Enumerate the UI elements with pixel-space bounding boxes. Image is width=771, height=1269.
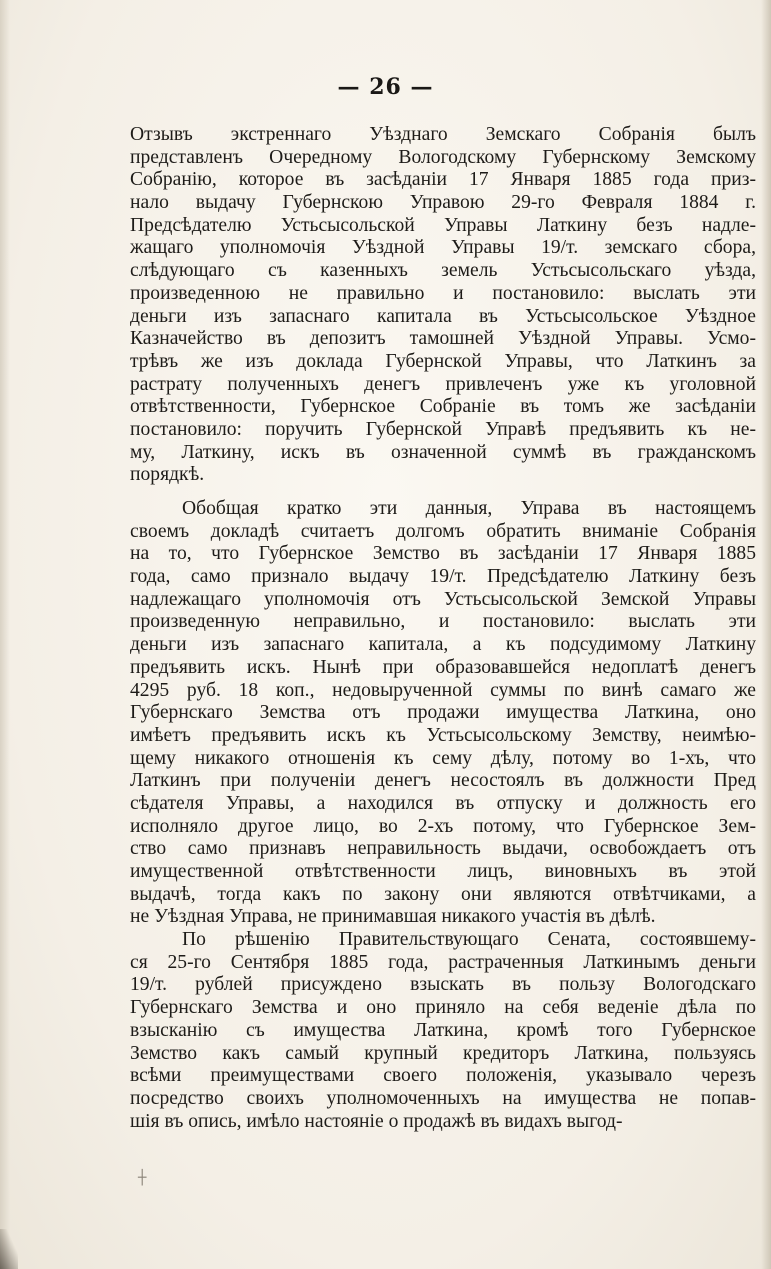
text-line: отвѣтственности, Губернское Собраніе въ томъ же засѣданіи <box>130 396 756 418</box>
text-line: произведенною не правильно и постановило: выслать эти <box>130 282 756 304</box>
text-line: шія въ опись, имѣло настояніе о продажѣ въ видахъ выгод- <box>130 1110 623 1132</box>
text-line: По рѣшенію Правительствующаго Сената, состоявшему- <box>182 929 756 951</box>
text-line: имущественной отвѣтственности лицъ, виновныхъ въ этой <box>130 861 756 882</box>
text-line: деньги изъ запаснаго капитала, а къ подсудимому Латкину <box>130 634 756 656</box>
text-line: имѣетъ предъявить искъ къ Устьсысольскому Земству, неимѣю- <box>130 724 756 746</box>
text-line: года, само признало выдачу 19/т. Предсѣдателю Латкину безъ <box>130 566 756 588</box>
paragraph <box>130 124 756 487</box>
page-left-edge <box>0 0 10 1269</box>
text-line: на то, что Губернское Земство въ засѣданіи 17 Января 1885 <box>130 543 756 565</box>
text-line: слѣдующаго съ казенныхъ земель Устьсысольскаго уѣзда, <box>130 260 756 282</box>
text-line: сѣдателя Управы, а находился въ отпуску и должность его <box>130 792 756 814</box>
text-line: всѣми преимуществами своего положенія, указывало черезъ <box>130 1065 756 1087</box>
text-line: жащаго уполномочія Уѣздной Управы 19/т. земскаго сбора, <box>130 237 756 259</box>
text-line: Губернскаго Земства и оно приняло на себя веденіе дѣла по <box>130 997 756 1019</box>
text-line: ся 25-го Сентября 1885 года, растраченныя Латкинымъ деньги <box>130 951 756 973</box>
text-line: представленъ Очередному Вологодскому Губернскому Земскому <box>130 146 756 168</box>
body-text <box>130 124 756 1133</box>
text-line: взысканію съ имущества Латкина, кромѣ того Губернское <box>130 1019 756 1041</box>
paragraph-gap <box>130 487 756 498</box>
text-line: Отзывъ экстреннаго Уѣзднаго Земскаго Собранія былъ <box>130 124 756 145</box>
text-line: Губернскаго Земства отъ продажи имущества Латкина, оно <box>130 702 756 724</box>
text-line: Собранію, которое въ засѣданіи 17 Января 1885 года приз- <box>130 169 756 191</box>
text-line: своемъ докладѣ считаетъ долгомъ обратить вниманіе Собранія <box>130 520 756 542</box>
text-line: исполняло другое лицо, во 2-хъ потому, что Губернское Зем- <box>130 815 756 837</box>
text-line: произведенную неправильно, и постановило: выслать эти <box>130 611 756 633</box>
text-line: му, Латкину, искъ въ означенной суммѣ въ гражданскомъ <box>130 441 756 463</box>
text-line: ство само признавъ неправильность выдачи, освобождаетъ отъ <box>130 838 756 860</box>
text-line: 19/т. рублей присуждено взыскать въ пользу Вологодскаго <box>130 974 756 996</box>
margin-mark: ┼ <box>138 1170 147 1186</box>
text-line: выдачѣ, тогда какъ по закону они являются отвѣтчиками, а <box>130 883 756 905</box>
text-line: нало выдачу Губернскою Управою 29-го Февраля 1884 г. <box>130 192 756 214</box>
text-line: Казначейство въ депозитъ тамошней Уѣздной Управы. Усмо- <box>130 328 756 350</box>
page-number: — 26 — <box>337 74 434 100</box>
text-line: Латкинъ при полученіи денегъ несостоялъ въ должности Пред <box>130 770 756 792</box>
text-line: не Уѣздная Управа, не принимавшая никакого участія въ дѣлѣ. <box>130 906 656 928</box>
text-line: надлежащаго уполномочія отъ Устьсысольской Земской Управы <box>130 588 756 610</box>
text-line: постановило: поручить Губернской Управѣ предъявить къ не- <box>130 418 756 440</box>
text-line: 4295 руб. 18 коп., недовырученной суммы по винѣ самаго же <box>130 679 756 701</box>
text-line: трѣвъ же изъ доклада Губернской Управы, что Латкинъ за <box>130 350 756 372</box>
text-line: Предсѣдателю Устьсысольской Управы Латкину безъ надле- <box>130 214 756 236</box>
page-corner-shadow <box>0 1229 18 1269</box>
text-line: порядкѣ. <box>130 464 205 486</box>
text-line: деньги изъ запаснаго капитала въ Устьсысольское Уѣздное <box>130 305 756 327</box>
text-line: Земство какъ самый крупный кредиторъ Латкина, пользуясь <box>130 1042 756 1064</box>
paragraph <box>130 498 756 929</box>
paragraph <box>130 929 756 1133</box>
page-right-edge <box>761 0 771 1269</box>
text-line: Обобщая кратко эти данныя, Управа въ настоящемъ <box>182 498 756 519</box>
text-line: растрату полученныхъ денегъ привлеченъ уже къ уголовной <box>130 373 756 395</box>
text-line: щему никакого отношенія къ сему дѣлу, потому во 1-хъ, что <box>130 747 756 769</box>
text-line: предъявить искъ. Нынѣ при образовавшейся недоплатѣ денегъ <box>130 656 756 678</box>
text-line: посредство своихъ уполномоченныхъ на имущества не попав- <box>130 1087 756 1109</box>
